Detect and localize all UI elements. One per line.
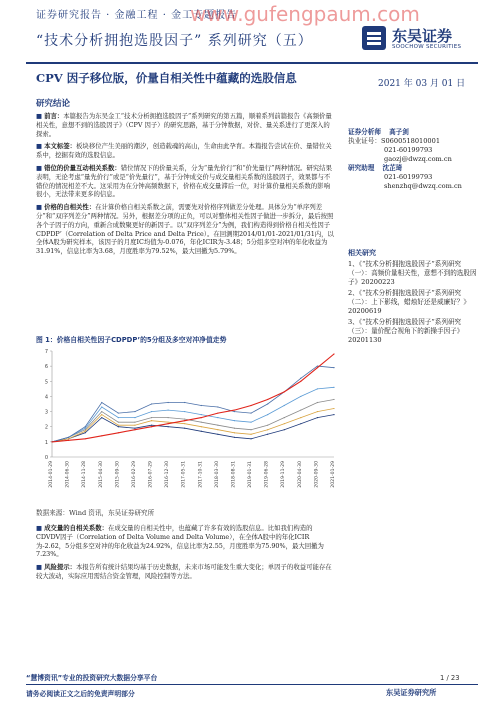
related-item[interactable]: 3、《“技术分析拥抱选股因子”系列研究（三）：量价配合视角下的新操手因子》20201130 xyxy=(348,318,464,344)
data-point xyxy=(201,431,202,432)
data-point xyxy=(151,425,152,426)
header-divider xyxy=(26,62,478,64)
data-point xyxy=(317,366,318,367)
data-point xyxy=(184,423,185,424)
data-point xyxy=(168,422,169,423)
data-point xyxy=(284,391,285,392)
x-tick-label: 2016-07-29 xyxy=(148,461,154,488)
data-point xyxy=(151,403,152,404)
data-point xyxy=(234,411,235,412)
data-point xyxy=(168,409,169,410)
data-point xyxy=(234,437,235,438)
x-tick-label: 2020-09-30 xyxy=(314,461,320,488)
x-tick-label: 2018-03-30 xyxy=(214,461,220,488)
license-number: 执业证号：S0600518010001 xyxy=(348,137,441,145)
report-date: 2021 年 03 月 01 日 xyxy=(378,79,466,89)
company-logo xyxy=(362,24,480,54)
data-point xyxy=(85,432,86,433)
y-tick-label: 0 xyxy=(44,455,48,461)
paragraph-head: 错位的价量互动相关系数： xyxy=(44,163,121,172)
data-point xyxy=(300,417,301,418)
data-point xyxy=(333,367,334,368)
paragraph-text: 在计算价格自相关系数之前，需要先对价格序列做差分处理。具体分为“单序列差分”和“双序列差分”两种情况。另外，根据差分项的正负，可以对整体相关性因子做进一步拆分，最后按照各个子因子的方向，重新合成数聚更好的新因子。以“双序列差分”为例，我们构造得到价格自相关性因子CDPDP’（Correlation of Delta Price and Delta Price）。在回测期2014/01/01-2021/01/31内，以全体A股为研究样本，该因子的月度IC均值为-0.076，年化ICIR为-3.48；5分组多空对冲的年化收益为31.91%，信息比率为3.68，月度胜率为79.52%，最大回撤为5.79%。 xyxy=(36,203,334,256)
x-tick-label: 2021-01-29 xyxy=(331,461,336,488)
bullet-icon: ■ xyxy=(36,112,43,120)
data-point xyxy=(118,417,119,418)
data-point xyxy=(333,414,334,415)
data-point xyxy=(168,426,169,427)
data-point xyxy=(168,417,169,418)
body-lower xyxy=(36,524,336,581)
data-point xyxy=(250,405,251,406)
related-heading: 相关研究 xyxy=(348,248,376,257)
x-tick-label: 2014-06-30 xyxy=(65,461,71,488)
data-point xyxy=(68,437,69,438)
data-point xyxy=(250,429,251,430)
paragraph-tags xyxy=(36,142,336,160)
footer-institute: 东吴证券研究所 xyxy=(386,688,437,697)
paragraph-text: 在成交量的自相关性中，也蕴藏了许多有效的选股信息。比如我们构造的CDVDV因子（Correlation of Delta Volume and Delta Volume），在全体A股中的年化ICIR为-2.62，5分组多空对冲的年化收益为24.92%，信息比率为2.55，月度胜率为75.90%，最大回撤为7.23%。 xyxy=(36,524,324,559)
x-tick-label: 2014-01-29 xyxy=(49,461,54,488)
paragraph-cross-corr xyxy=(36,164,336,199)
data-point xyxy=(85,431,86,432)
data-point xyxy=(300,409,301,410)
bullet-icon: ■ xyxy=(36,142,43,151)
analyst-info xyxy=(348,128,478,191)
footer-platform: “慧博资讯”专业的投资研究大数据分享平台 xyxy=(26,674,158,682)
data-point xyxy=(333,399,334,400)
data-point xyxy=(234,432,235,433)
data-point xyxy=(134,417,135,418)
footer-disclaimer: 请务必阅读正文之后的免责声明部分 xyxy=(26,690,135,698)
series-line xyxy=(52,354,334,442)
x-tick-label: 2017-05-31 xyxy=(181,461,187,488)
data-point xyxy=(101,417,102,418)
x-tick-label: 2019-01-31 xyxy=(248,461,254,488)
data-point xyxy=(68,438,69,439)
data-point xyxy=(118,425,119,426)
series-tag: 证券研究报告 · 金融工程 · 金工专题报告 xyxy=(36,10,238,21)
data-point xyxy=(217,406,218,407)
data-point xyxy=(267,429,268,430)
paragraph-head: 风险提示： xyxy=(44,563,77,572)
data-point xyxy=(267,399,268,400)
data-point xyxy=(300,396,301,397)
related-item[interactable]: 2、《“技术分析拥抱选股因子”系列研究（二）：上下影线，蜡烛好还是威廉好？》20200619 xyxy=(348,289,470,315)
logo-text: 东吴证券 xyxy=(392,27,453,45)
data-point xyxy=(300,423,301,424)
series-line xyxy=(52,366,334,442)
data-point xyxy=(101,414,102,415)
data-point xyxy=(234,420,235,421)
x-tick-label: 2015-09-30 xyxy=(115,461,121,488)
x-tick-label: 2016-12-30 xyxy=(165,461,171,488)
series-title: “技术分析拥抱选股因子” 系列研究（五） xyxy=(36,33,313,49)
data-point xyxy=(51,441,52,442)
x-tick-label: 2020-04-30 xyxy=(297,461,303,488)
data-point xyxy=(101,402,102,403)
paragraph-head: 前言： xyxy=(44,112,64,120)
bullet-icon: ■ xyxy=(36,163,43,172)
assistant-phone: 021-60199793 xyxy=(384,173,433,181)
data-point xyxy=(168,423,169,424)
data-point xyxy=(333,408,334,409)
data-point xyxy=(201,417,202,418)
paragraph-text: 板块移位产生美丽的潮汐，创造载魂的高山，生命由此孕育。本篇报告尝试在价、量错位关系中，挖掘有效的选股信息。 xyxy=(36,142,332,160)
paragraph-head: 价格的自相关性： xyxy=(44,203,96,212)
analyst-label: 证券分析师 xyxy=(348,128,381,136)
y-tick-label: 2 xyxy=(44,424,48,431)
data-point xyxy=(151,411,152,412)
chart-title: 图 1：价格自相关性因子CDPDP’的5分组及多空对冲净值走势 xyxy=(36,336,227,344)
data-point xyxy=(250,412,251,413)
data-point xyxy=(284,429,285,430)
analyst-phone: 021-60199793 xyxy=(384,146,433,154)
data-point xyxy=(85,426,86,427)
data-point xyxy=(234,428,235,429)
data-point xyxy=(134,422,135,423)
data-point xyxy=(184,428,185,429)
data-point xyxy=(267,414,268,415)
data-point xyxy=(267,425,268,426)
x-tick-label: 2017-10-31 xyxy=(198,461,204,488)
data-point xyxy=(134,425,135,426)
data-point xyxy=(217,425,218,426)
data-point xyxy=(85,429,86,430)
data-point xyxy=(184,419,185,420)
x-tick-label: 2019-06-28 xyxy=(264,461,270,488)
data-point xyxy=(184,420,185,421)
data-point xyxy=(317,417,318,418)
assistant-line xyxy=(348,164,478,173)
paragraph-intro xyxy=(36,112,336,138)
data-point xyxy=(267,403,268,404)
watermark: www.gufengpaum.com xyxy=(190,2,420,26)
data-point xyxy=(317,411,318,412)
x-tick-label: 2019-11-29 xyxy=(281,461,287,488)
analyst-name: 高子剑 xyxy=(389,128,409,136)
data-point xyxy=(317,402,318,403)
assistant-email[interactable]: shenzhq@dwzq.com.cn xyxy=(384,182,462,190)
data-point xyxy=(300,381,301,382)
data-point xyxy=(201,405,202,406)
data-point xyxy=(151,417,152,418)
section-heading: 研究结论 xyxy=(36,99,71,109)
x-tick-label: 2018-08-31 xyxy=(231,461,237,488)
logo-subtitle: SOOCHOW SECURITIES xyxy=(392,44,462,50)
data-point xyxy=(267,434,268,435)
data-point xyxy=(234,409,235,410)
paragraph-text: 本篇报告为东吴金工“技术分析拥抱选股因子”系列研究的第五篇，顺着系列前篇报告《高频价量相关性，意想不到的选股因子》（CPV 因子）的研究思路，基于分钟数据，对价、量关系进行了更深入的探索。 xyxy=(36,112,332,138)
paragraph-text: 错位情况下的价量关系，分为“量先价行”和“价先量行”两种情况。研究结果表明，无论考虑“量先价行”或是“价先量行”，基于分钟成交价与成交量相关系数的选股因子，效果都与不错位的情况相差不大。这采用为在分钟高频数据下，价格在成交量滞后一位，对计算价量相关系数的影响很小，无法带来更多的信息。 xyxy=(36,163,332,199)
bullet-icon: ■ xyxy=(36,524,43,532)
paragraph-head: 成交量的自相关系数： xyxy=(44,524,108,532)
data-point xyxy=(101,411,102,412)
data-point xyxy=(184,411,185,412)
data-point xyxy=(101,406,102,407)
bullet-icon: ■ xyxy=(36,563,43,572)
analyst-line xyxy=(348,128,478,137)
y-tick-label: 4 xyxy=(44,394,48,401)
assistant-name: 沈芷琦 xyxy=(382,164,403,172)
data-point xyxy=(201,426,202,427)
y-tick-label: 7 xyxy=(44,349,48,355)
x-tick-label: 2015-04-30 xyxy=(98,461,104,488)
data-point xyxy=(85,428,86,429)
data-point xyxy=(284,423,285,424)
data-point xyxy=(300,378,301,379)
data-point xyxy=(184,402,185,403)
data-point xyxy=(217,412,218,413)
data-point xyxy=(333,353,334,354)
y-tick-label: 3 xyxy=(44,409,48,416)
bullet-icon: ■ xyxy=(36,203,43,212)
y-tick-label: 1 xyxy=(44,439,48,446)
data-point xyxy=(68,440,69,441)
data-point xyxy=(151,420,152,421)
related-item[interactable]: 1、《“技术分析拥抱选股因子”系列研究（一）：高频价量相关性，意想不到的选股因子》20200223 xyxy=(348,260,477,286)
data-point xyxy=(201,422,202,423)
data-point xyxy=(317,367,318,368)
data-point xyxy=(284,405,285,406)
nav-line-chart xyxy=(36,345,341,505)
data-point xyxy=(284,417,285,418)
data-point xyxy=(201,414,202,415)
data-point xyxy=(168,402,169,403)
assistant-label: 研究助理 xyxy=(348,164,375,172)
paragraph-head: 本文标签： xyxy=(44,142,77,151)
paragraph-text: 本报告所有统计结果均基于历史数据，未来市场可能发生重大变化；单因子的收益可能存在较大波动，实际应用需结合资金管理，风险控制等方法。 xyxy=(36,563,332,580)
logo-icon xyxy=(362,26,386,50)
data-point xyxy=(333,387,334,388)
page-number: 1 / 23 xyxy=(440,674,460,682)
data-point xyxy=(118,432,119,433)
chart-source: 数据来源：Wind 资讯，东吴证券研究所 xyxy=(36,509,155,517)
chart-container xyxy=(36,345,341,505)
data-point xyxy=(118,426,119,427)
data-point xyxy=(118,422,119,423)
footer-divider xyxy=(26,684,478,685)
x-tick-label: 2014-11-28 xyxy=(82,461,88,488)
data-point xyxy=(317,388,318,389)
data-point xyxy=(250,434,251,435)
y-tick-label: 5 xyxy=(44,379,48,386)
data-point xyxy=(250,422,251,423)
y-tick-label: 6 xyxy=(44,364,48,371)
data-point xyxy=(85,438,86,439)
data-point xyxy=(217,417,218,418)
data-point xyxy=(151,426,152,427)
data-point xyxy=(134,411,135,412)
paragraph-volume-autocorr xyxy=(36,524,336,559)
data-point xyxy=(134,428,135,429)
paragraph-risk xyxy=(36,563,336,581)
report-title: CPV 因子移位版，价量自相关性中蕴藏的选股信息 xyxy=(36,71,297,85)
x-tick-label: 2016-02-29 xyxy=(131,461,137,488)
data-point xyxy=(101,435,102,436)
paragraph-price-autocorr xyxy=(36,203,336,256)
data-point xyxy=(250,438,251,439)
related-research xyxy=(348,248,478,345)
data-point xyxy=(134,429,135,430)
data-point xyxy=(217,429,218,430)
body-upper xyxy=(36,112,336,256)
data-point xyxy=(217,434,218,435)
data-point xyxy=(118,412,119,413)
analyst-email[interactable]: gaozj@dwzq.com.cn xyxy=(384,155,452,163)
